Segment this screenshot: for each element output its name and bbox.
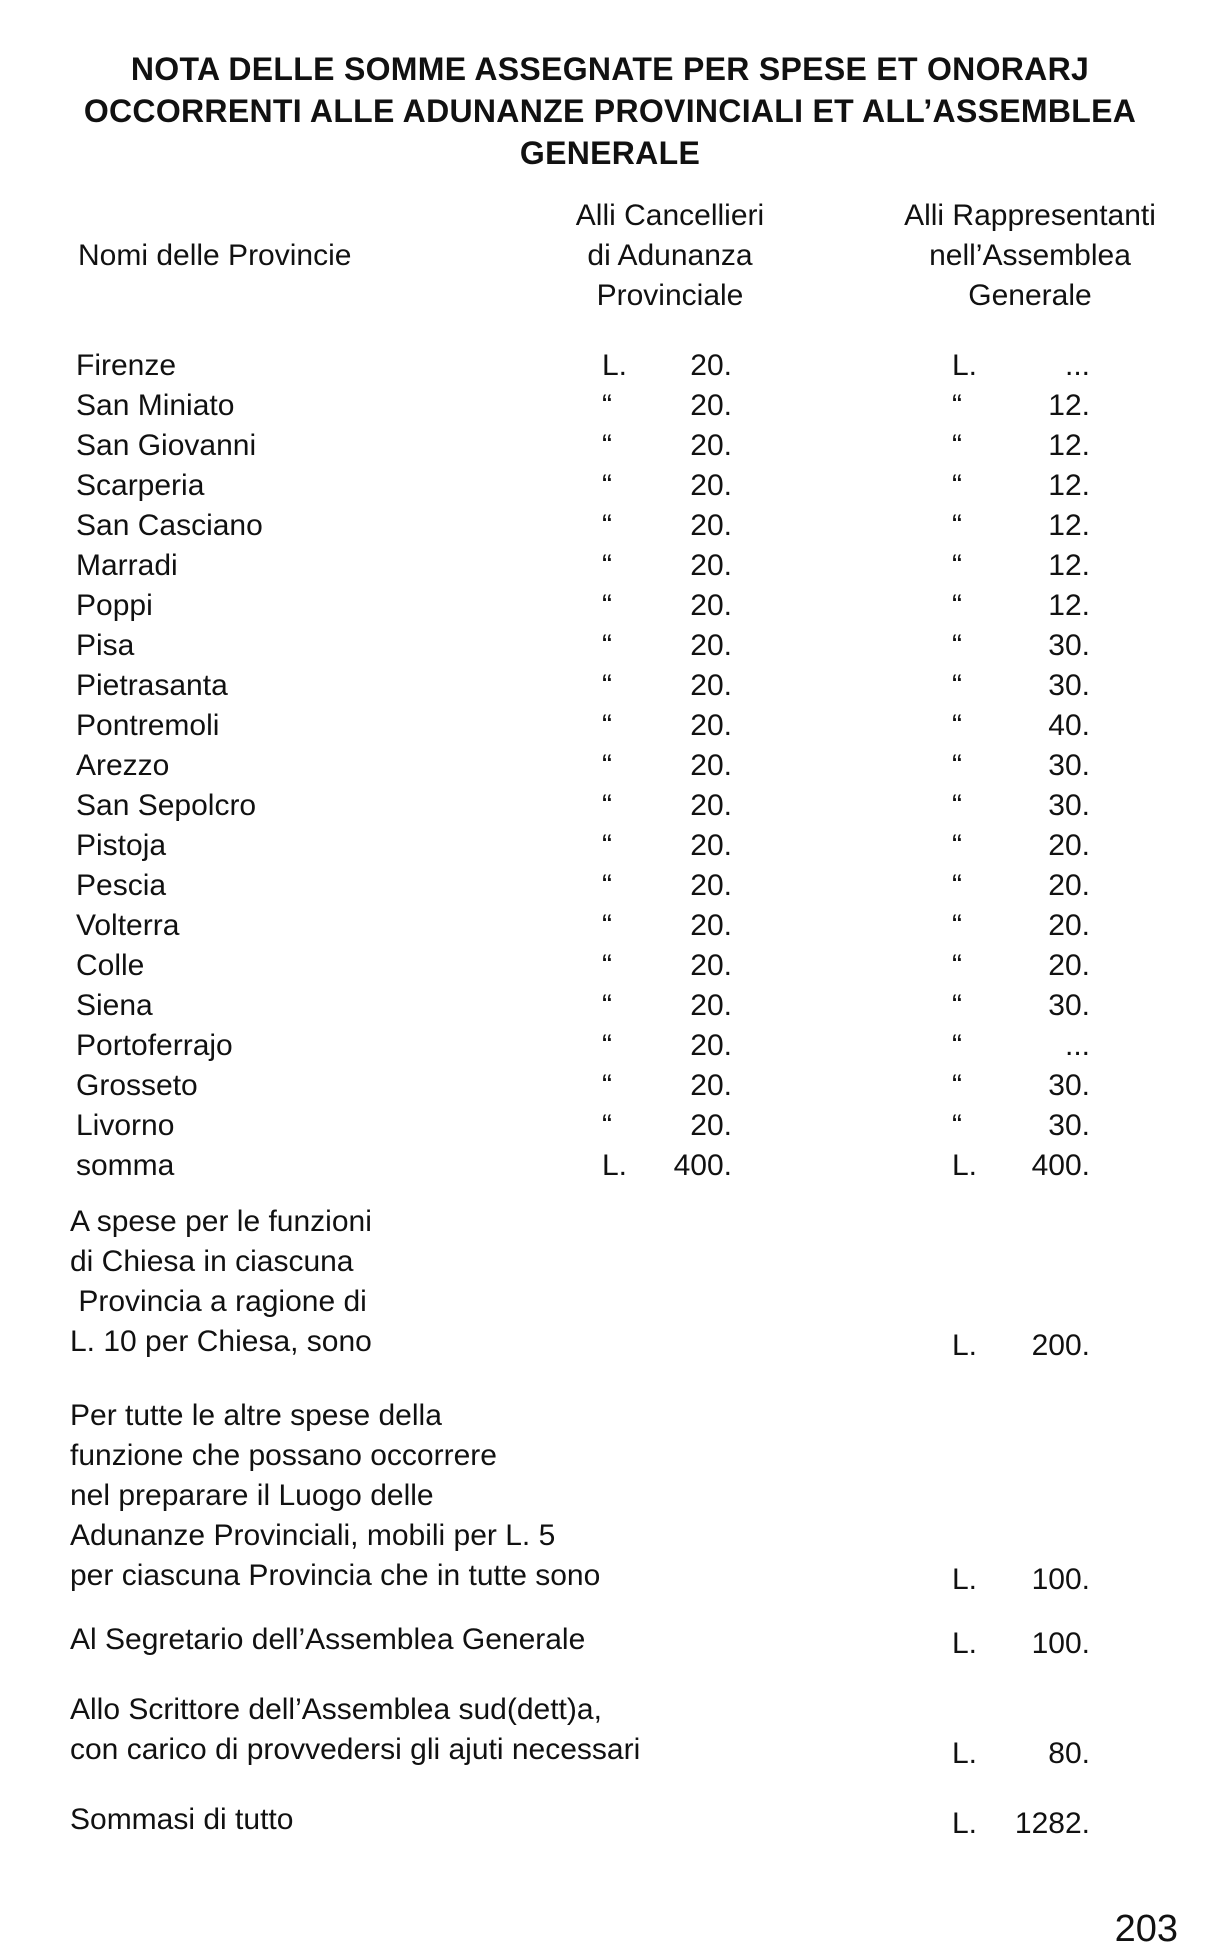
cancellieri-amount: 20. [690,469,732,502]
rappresentanti-currency-mark: “ [952,909,962,942]
header-line: Provinciale [596,279,744,312]
rappresentanti-amount: 12. [1048,429,1090,462]
header-line: Alli Rappresentanti [904,199,1156,232]
table-row [0,426,1220,466]
province-name: Livorno [76,1109,175,1142]
header-rappresentanti [880,196,1180,316]
rappresentanti-amount: 30. [1048,749,1090,782]
rappresentanti-currency-mark: “ [952,469,962,502]
expense-description-line: per ciascuna Provincia che in tutte sono [70,1559,601,1592]
rappresentanti-amount: 30. [1048,1069,1090,1102]
rappresentanti-currency-mark: “ [952,509,962,542]
cancellieri-currency-mark: “ [602,749,612,782]
province-name: Colle [76,949,145,982]
cancellieri-currency-mark: “ [602,989,612,1022]
cancellieri-amount: 20. [690,1029,732,1062]
expense-description-line: di Chiesa in ciascuna [70,1245,354,1278]
rappresentanti-amount: 12. [1048,549,1090,582]
cancellieri-currency-mark: L. [602,349,628,382]
table-row [0,386,1220,426]
cancellieri-amount: 20. [690,549,732,582]
page-number: 203 [1114,1908,1178,1950]
cancellieri-currency-mark: “ [602,469,612,502]
expense-description [70,1202,372,1362]
expense-description-line: Allo Scrittore dell’Assemblea sud(dett)a, [70,1693,602,1726]
expense-currency-mark: L. [952,1329,978,1362]
expense-amount: 80. [1048,1737,1090,1770]
rappresentanti-currency-mark: “ [952,389,962,422]
expense-description [70,1690,640,1770]
table-row [0,546,1220,586]
expense-amount: 100. [1031,1627,1090,1660]
expense-currency-mark: L. [952,1563,978,1596]
province-name: Volterra [76,909,180,942]
expense-description [70,1620,585,1660]
rappresentanti-amount: 30. [1048,989,1090,1022]
cancellieri-currency-mark: “ [602,509,612,542]
province-name: Pisa [76,629,135,662]
rappresentanti-amount: 20. [1048,949,1090,982]
rappresentanti-amount: 12. [1048,389,1090,422]
cancellieri-amount: 20. [690,1109,732,1142]
rappresentanti-currency-mark: “ [952,589,962,622]
rappresentanti-currency-mark: “ [952,949,962,982]
province-name: somma [76,1149,175,1182]
rappresentanti-currency-mark: “ [952,829,962,862]
rappresentanti-currency-mark: “ [952,1109,962,1142]
rappresentanti-amount: 12. [1048,509,1090,542]
expense-description-line: Sommasi di tutto [70,1803,294,1836]
province-name: San Sepolcro [76,789,257,822]
province-name: San Miniato [76,389,235,422]
rappresentanti-currency-mark: “ [952,629,962,662]
table-row [0,906,1220,946]
expense-description-line: Provincia a ragione di [70,1285,367,1318]
rappresentanti-amount: 12. [1048,589,1090,622]
rappresentanti-currency-mark: “ [952,869,962,902]
cancellieri-currency-mark: “ [602,589,612,622]
cancellieri-currency-mark: “ [602,709,612,742]
province-name: San Casciano [76,509,263,542]
rappresentanti-amount: 30. [1048,789,1090,822]
title-line: OCCORRENTI ALLE ADUNANZE PROVINCIALI ET ALL’ASSEMBLEA [83,93,1137,129]
rappresentanti-currency-mark: “ [952,669,962,702]
cancellieri-amount: 20. [690,709,732,742]
cancellieri-currency-mark: “ [602,789,612,822]
expense-description-line: L. 10 per Chiesa, sono [70,1325,372,1358]
expense-description-line: funzione che possano occorrere [70,1439,497,1472]
table-row [0,346,1220,386]
cancellieri-currency-mark: “ [602,1069,612,1102]
header-line: Generale [968,279,1092,312]
province-name: Pontremoli [76,709,220,742]
rappresentanti-amount: 20. [1048,829,1090,862]
table-row [0,826,1220,866]
title-line: GENERALE [519,135,701,171]
rappresentanti-amount: 30. [1048,1109,1090,1142]
cancellieri-amount: 20. [690,429,732,462]
table-row [0,786,1220,826]
expense-currency-mark: L. [952,1737,978,1770]
expense-amount: 100. [1031,1563,1090,1596]
table-row [0,666,1220,706]
rappresentanti-amount: 40. [1048,709,1090,742]
header-line: nell’Assemblea [929,239,1131,272]
table-row [0,746,1220,786]
province-name: Siena [76,989,153,1022]
table-row [0,506,1220,546]
rappresentanti-currency-mark: “ [952,709,962,742]
table-row [0,1106,1220,1146]
cancellieri-currency-mark: “ [602,629,612,662]
province-name: Scarperia [76,469,205,502]
cancellieri-amount: 20. [690,1069,732,1102]
header-province-names: Nomi delle Provincie [78,239,352,272]
expense-description-line: A spese per le funzioni [70,1205,372,1238]
province-name: Pietrasanta [76,669,228,702]
cancellieri-amount: 20. [690,869,732,902]
table-row [0,866,1220,906]
rappresentanti-currency-mark: “ [952,1069,962,1102]
cancellieri-amount: 20. [690,509,732,542]
cancellieri-currency-mark: “ [602,1109,612,1142]
rappresentanti-amount: 20. [1048,869,1090,902]
expense-description-line: nel preparare il Luogo delle [70,1479,434,1512]
table-row [0,946,1220,986]
cancellieri-amount: 20. [690,909,732,942]
province-table [0,346,1220,1186]
rappresentanti-currency-mark: L. [952,1149,978,1182]
rappresentanti-amount: 20. [1048,909,1090,942]
cancellieri-amount: 20. [690,389,732,422]
cancellieri-amount: 20. [690,829,732,862]
cancellieri-amount: 20. [690,789,732,822]
cancellieri-amount: 20. [690,749,732,782]
province-name: Marradi [76,549,178,582]
province-name: Firenze [76,349,177,382]
expense-description-line: Adunanze Provinciali, mobili per L. 5 [70,1519,556,1552]
table-row [0,986,1220,1026]
title-line: NOTA DELLE SOMME ASSEGNATE PER SPESE ET ONORARJ [130,51,1090,87]
rappresentanti-amount: 30. [1048,669,1090,702]
rappresentanti-currency-mark: “ [952,989,962,1022]
expense-description-line: Per tutte le altre spese della [70,1399,442,1432]
rappresentanti-amount: 400. [1031,1149,1090,1182]
expense-amount: 1282. [1014,1807,1090,1840]
table-row [0,1066,1220,1106]
rappresentanti-currency-mark: “ [952,549,962,582]
province-name: Arezzo [76,749,170,782]
rappresentanti-currency-mark: “ [952,1029,962,1062]
rappresentanti-currency-mark: “ [952,749,962,782]
province-name: Portoferrajo [76,1029,233,1062]
province-name: Pistoja [76,829,167,862]
rappresentanti-currency-mark: “ [952,429,962,462]
cancellieri-currency-mark: L. [602,1149,628,1182]
expense-description [70,1396,600,1596]
document-title [40,48,1180,174]
cancellieri-amount: 400. [673,1149,732,1182]
expense-currency-mark: L. [952,1627,978,1660]
cancellieri-amount: 20. [690,629,732,662]
table-row [0,586,1220,626]
cancellieri-currency-mark: “ [602,869,612,902]
expense-description [70,1800,293,1840]
cancellieri-amount: 20. [690,589,732,622]
province-name: Grosseto [76,1069,198,1102]
cancellieri-amount: 20. [690,349,732,382]
rappresentanti-amount: 30. [1048,629,1090,662]
table-row [0,1026,1220,1066]
expense-amount: 200. [1031,1329,1090,1362]
table-row [0,1146,1220,1186]
cancellieri-currency-mark: “ [602,829,612,862]
cancellieri-amount: 20. [690,669,732,702]
expense-description-line: con carico di provvedersi gli ajuti necessari [70,1733,641,1766]
cancellieri-currency-mark: “ [602,389,612,422]
province-name: Pescia [76,869,167,902]
cancellieri-currency-mark: “ [602,949,612,982]
cancellieri-currency-mark: “ [602,1029,612,1062]
cancellieri-currency-mark: “ [602,549,612,582]
province-name: San Giovanni [76,429,257,462]
expense-description-line: Al Segretario dell’Assemblea Generale [70,1623,586,1656]
province-name: Poppi [76,589,153,622]
cancellieri-currency-mark: “ [602,669,612,702]
table-row [0,626,1220,666]
header-cancellieri [520,196,820,316]
table-row [0,706,1220,746]
rappresentanti-amount: 12. [1048,469,1090,502]
rappresentanti-amount: ... [1064,1029,1090,1062]
header-line: di Adunanza [587,239,753,272]
cancellieri-amount: 20. [690,989,732,1022]
rappresentanti-amount: ... [1064,349,1090,382]
expense-currency-mark: L. [952,1807,978,1840]
header-line: Alli Cancellieri [575,199,765,232]
cancellieri-currency-mark: “ [602,429,612,462]
cancellieri-currency-mark: “ [602,909,612,942]
rappresentanti-currency-mark: L. [952,349,978,382]
table-row [0,466,1220,506]
cancellieri-amount: 20. [690,949,732,982]
rappresentanti-currency-mark: “ [952,789,962,822]
